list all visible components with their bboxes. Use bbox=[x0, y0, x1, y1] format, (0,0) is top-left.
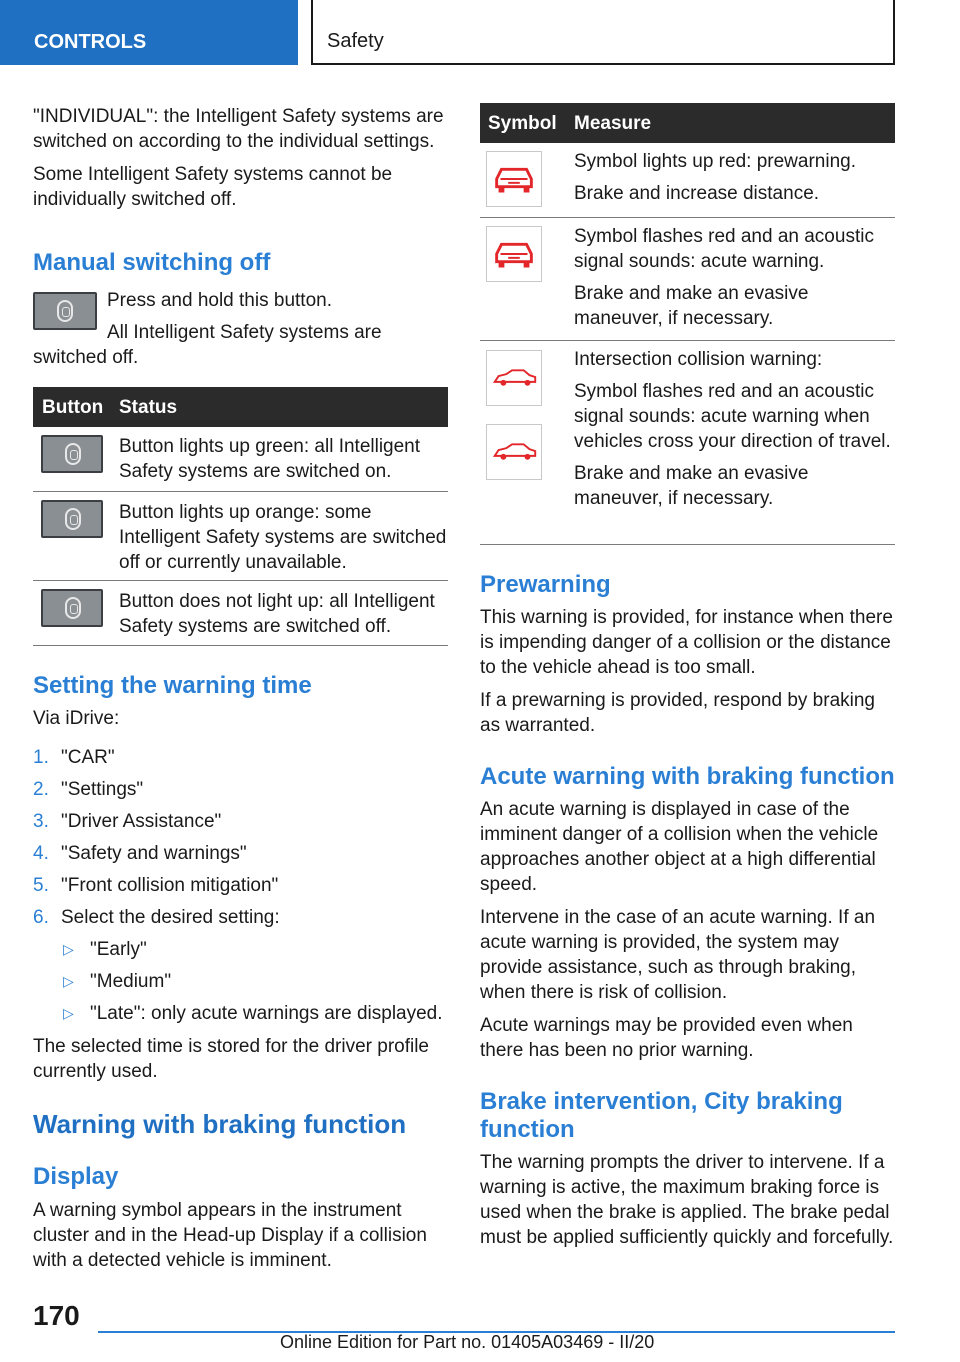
triangle-bullet-icon: ▷ bbox=[63, 973, 74, 989]
manual-switching-heading: Manual switching off bbox=[33, 249, 271, 276]
list-item: 4. "Safety and warnings" bbox=[33, 843, 247, 864]
acute-text-3: Acute warnings may be provided even when there has been no prior warning. bbox=[480, 1015, 853, 1061]
display-heading: Display bbox=[33, 1163, 119, 1190]
measure-text: Symbol lights up red: prewarning. bbox=[574, 151, 856, 172]
table-row bbox=[33, 427, 448, 492]
col-header-symbol: Symbol bbox=[488, 113, 557, 134]
col-header-measure: Measure bbox=[574, 113, 652, 134]
table-row bbox=[480, 341, 895, 545]
acute-text-2: Intervene in the case of an acute warning. If an acute warning is provided, the system may provide assistance, such as through braking, when there is risk of collision. bbox=[480, 907, 876, 1003]
prewarning-text-2: If a prewarning is provided, respond by braking as warranted. bbox=[480, 690, 876, 736]
measure-text: Symbol flashes red and an acoustic signal sounds: acute warning. bbox=[574, 226, 874, 272]
status-text: Button lights up green: all Intelligent Safety systems are switched on. bbox=[119, 436, 421, 482]
braking-function-heading: Warning with braking function bbox=[33, 1109, 407, 1139]
col-header-status: Status bbox=[119, 397, 178, 418]
measure-text: Brake and make an evasive maneuver, if necessary. bbox=[574, 283, 809, 329]
car-side-intersection-icon bbox=[486, 350, 542, 406]
list-item: 1. "CAR" bbox=[33, 747, 115, 768]
table-row bbox=[33, 581, 448, 646]
triangle-bullet-icon: ▷ bbox=[63, 941, 74, 957]
brake-intervention-heading: Brake intervention, City braking function bbox=[480, 1088, 843, 1143]
list-item: 3. "Driver Assistance" bbox=[33, 811, 222, 832]
manual-text-1: Press and hold this button. bbox=[107, 290, 332, 311]
list-item: ▷ "Late": only acute warnings are displayed. bbox=[63, 1003, 443, 1024]
table-row bbox=[33, 492, 448, 581]
status-text: Button lights up orange: some Intelligent Safety systems are switched off or currently unavailable. bbox=[119, 502, 447, 573]
symbol-measure-table bbox=[480, 103, 895, 545]
prewarning-heading: Prewarning bbox=[480, 571, 611, 598]
list-item: 5. "Front collision mitigation" bbox=[33, 875, 279, 896]
brake-intervention-text: The warning prompts the driver to intervene. If a warning is active, the maximum braking force is used when the brake is applied. The brake pedal must be applied sufficiently quickly and forcefully. bbox=[480, 1152, 894, 1248]
col-header-button: Button bbox=[42, 397, 104, 418]
list-item: ▷ "Early" bbox=[63, 939, 147, 960]
measure-text: Brake and make an evasive maneuver, if necessary. bbox=[574, 463, 809, 509]
display-text: A warning symbol appears in the instrument cluster and in the Head-up Display if a collision with a detected vehicle is imminent. bbox=[33, 1200, 427, 1271]
car-front-acute-warning-icon bbox=[486, 226, 542, 282]
table-header bbox=[480, 103, 895, 143]
triangle-bullet-icon: ▷ bbox=[63, 1005, 74, 1021]
intro-paragraph-1: "INDIVIDUAL": the Intelligent Safety systems are switched on according to the individual settings. bbox=[33, 106, 444, 152]
prewarning-text-1: This warning is provided, for instance when there is impending danger of a collision or the distance to the vehicle ahead is too small. bbox=[480, 607, 893, 678]
status-text: Button does not light up: all Intelligent Safety systems are switched off. bbox=[119, 591, 435, 637]
stored-time-text: The selected time is stored for the driver profile currently used. bbox=[33, 1036, 430, 1082]
button-status-table bbox=[33, 387, 448, 646]
subsection-title: Safety bbox=[311, 0, 895, 65]
acute-text-1: An acute warning is displayed in case of the imminent danger of a collision when the vehicle approaches another object at a high differential speed. bbox=[480, 799, 879, 895]
list-item: 6. Select the desired setting: bbox=[33, 907, 280, 928]
via-idrive-text: Via iDrive: bbox=[33, 708, 120, 729]
car-front-warning-icon bbox=[486, 151, 542, 207]
list-item: 2. "Settings" bbox=[33, 779, 144, 800]
acute-warning-heading: Acute warning with braking function bbox=[480, 763, 895, 790]
intelligent-safety-button-icon bbox=[41, 500, 103, 538]
page-number: 170 bbox=[33, 1300, 80, 1331]
measure-text: Symbol flashes red and an acoustic signal sounds: acute warning when vehicles cross your direction of travel. bbox=[574, 381, 891, 452]
intelligent-safety-button-icon bbox=[41, 589, 103, 627]
table-header bbox=[33, 387, 448, 427]
measure-text: Brake and increase distance. bbox=[574, 183, 820, 204]
table-row bbox=[480, 143, 895, 218]
intro-paragraph-2: Some Intelligent Safety systems cannot be individually switched off. bbox=[33, 164, 393, 210]
intelligent-safety-button-icon bbox=[41, 435, 103, 473]
footer-edition: Online Edition for Part no. 01405A03469 - II/20 bbox=[280, 1332, 655, 1352]
car-side-intersection-icon bbox=[486, 424, 542, 480]
list-item: ▷ "Medium" bbox=[63, 971, 172, 992]
warning-time-heading: Setting the warning time bbox=[33, 672, 312, 699]
settings-steps-list bbox=[33, 745, 448, 1033]
measure-text: Intersection collision warning: bbox=[574, 349, 823, 370]
table-row bbox=[480, 218, 895, 341]
section-tab: CONTROLS bbox=[0, 0, 298, 65]
manual-text-2: All Intelligent Safety systems are switched off. bbox=[33, 322, 382, 368]
